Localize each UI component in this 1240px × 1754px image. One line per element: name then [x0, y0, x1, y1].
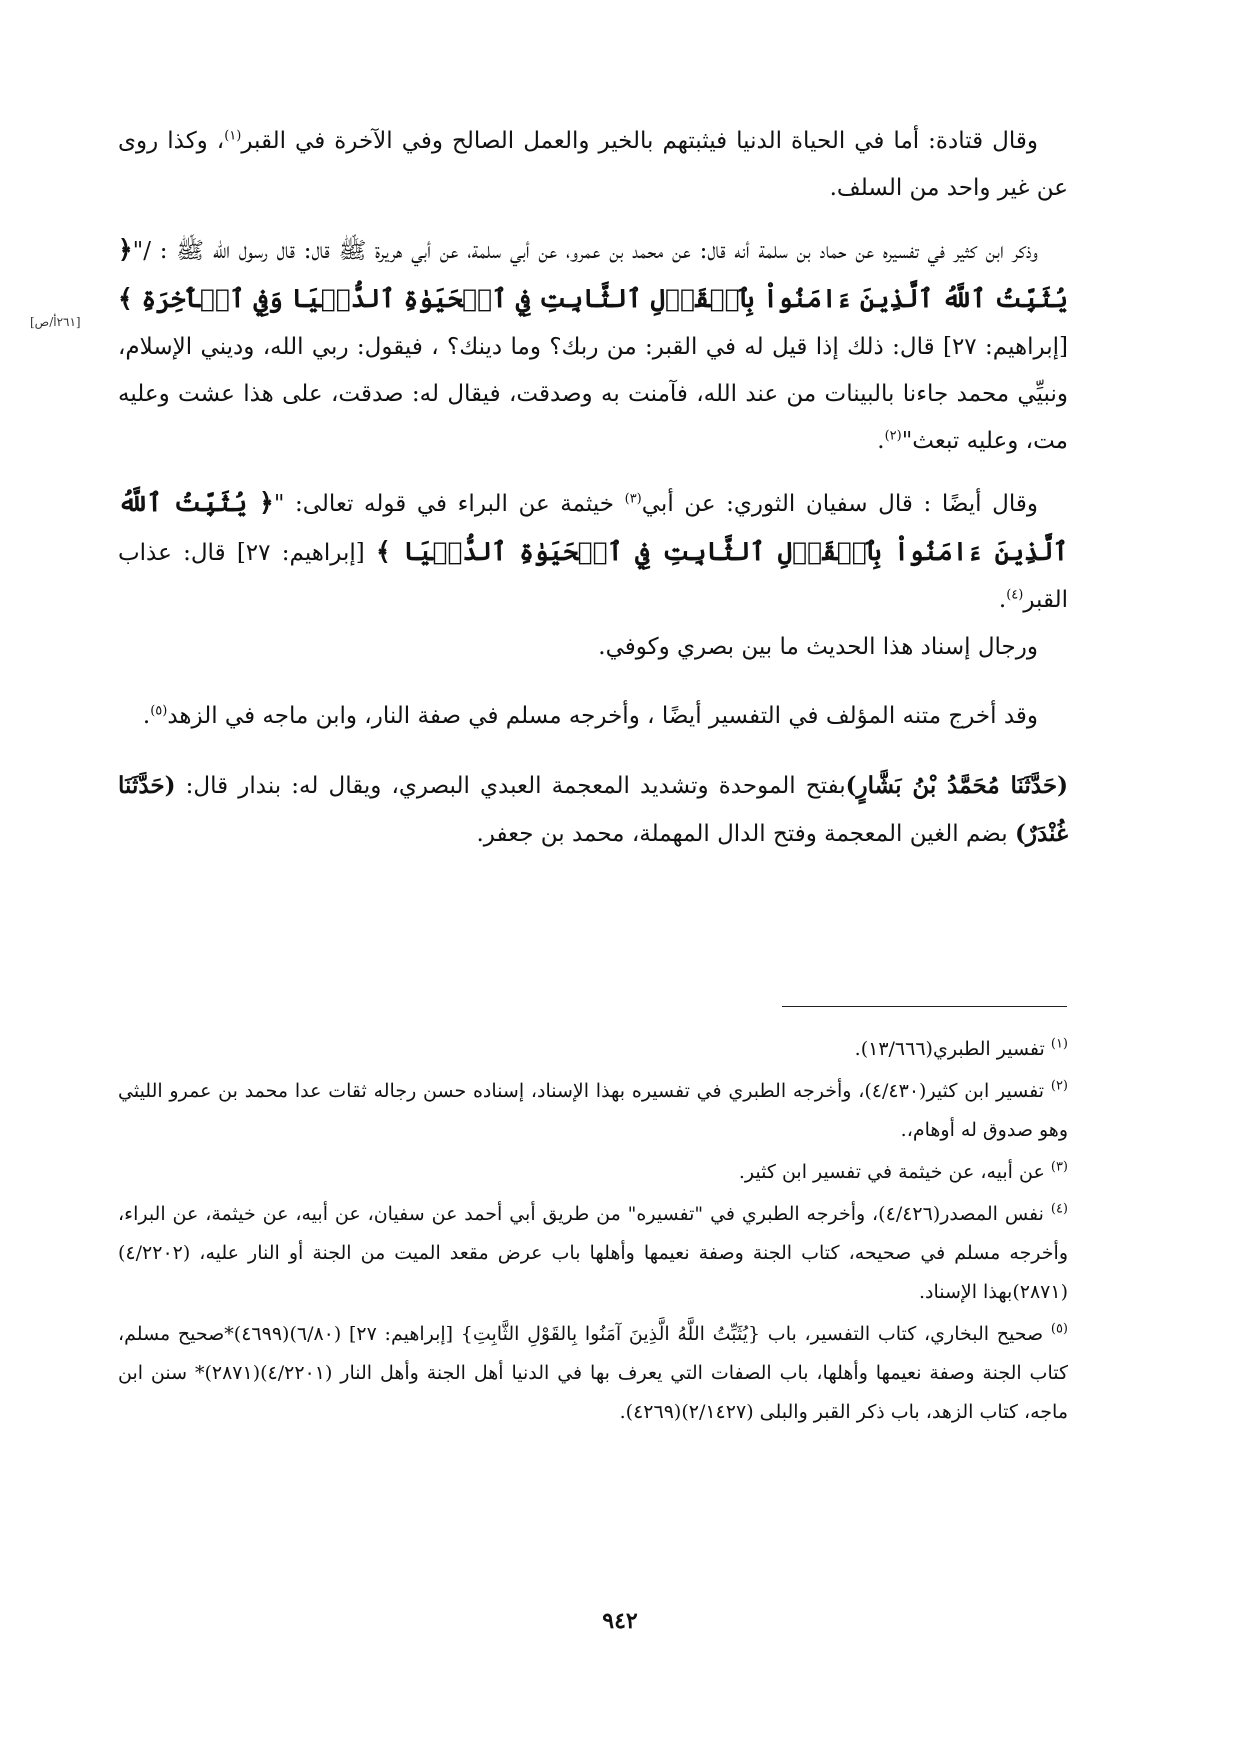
paragraph-text: وقال قتادة: أما في الحياة الدنيا فيثبتهم بالخير والعمل الصالح وفي الآخرة في القبر [241, 128, 1038, 154]
footnote-1 [118, 1030, 1068, 1069]
footnote-separator [782, 1006, 1067, 1007]
footnote-ref-4[interactable]: (٤) [1006, 587, 1024, 603]
paragraph-text: . [877, 428, 885, 454]
paragraph-qatada [118, 118, 1068, 212]
narrator-bold: (حَدَّثَنَا غُنْدَرٌ) [118, 772, 1068, 847]
paragraph-text: . [998, 587, 1007, 613]
main-text [118, 118, 1068, 858]
footnote-ref-2[interactable]: (٢) [884, 428, 902, 444]
footnote-number: (٥) [1050, 1321, 1068, 1337]
footnote-text: صحيح البخاري، كتاب التفسير، باب {يُثَبِّتُ اللَّهُ الَّذِينَ آمَنُوا بِالقَوْلِ الثَّابِتِ} [إبراهيم: ٢٧] (٦/٨٠)(٤٦٩٩)*صحيح مسلم، كتاب الجنة وصفة نعيمها وأهلها، باب الصفات التي يعرف بها في الدنيا أهل الجنة وأهل النار (٤/٢٢٠١)(٢٨٧١)* سنن ابن ماجه، كتاب الزهد، باب ذكر القبر والبلى (٢/١٤٢٧)(٤٢٦٩). [118, 1323, 1069, 1423]
paragraph-ibn-kathir [118, 226, 1068, 465]
page-number: ٩٤٢ [602, 1608, 638, 1634]
paragraph-text: [إبراهيم: ٢٧] قال: عذاب القبر [118, 540, 1068, 613]
footnote-number: (١) [1050, 1036, 1068, 1052]
footnote-number: (٣) [1050, 1159, 1068, 1175]
footnote-2 [118, 1072, 1068, 1150]
spacer [118, 740, 1068, 762]
paragraph-text: ، وكذا روى عن غير واحد من السلف. [118, 128, 1068, 201]
footnote-text: تفسير الطبري(١٣/٦٦٦). [854, 1038, 1051, 1060]
spacer [118, 212, 1068, 226]
paragraph-takhrij [118, 693, 1068, 740]
footnote-number: (٢) [1050, 1078, 1068, 1094]
spacer [118, 671, 1068, 693]
paragraph-isnad: ورجال إسناد هذا الحديث ما بين بصري وكوفي. [598, 634, 1038, 660]
paragraph-text: وقد أخرج متنه المؤلف في التفسير أيضًا ، وأخرجه مسلم في صفة النار، وابن ماجه في الزهد [167, 703, 1038, 729]
paragraph-text: بفتح الموحدة وتشديد المعجمة العبدي البصري، ويقال له: بندار قال: [175, 773, 846, 799]
paragraph-sufyan [118, 479, 1068, 624]
paragraph-text: [إبراهيم: ٢٧] قال: ذلك إذا قيل له في القبر: من ربك؟ وما دينك؟ ، فيقول: ربي الله، وديني الإسلام، ونبيِّي محمد جاءنا بالبينات من عند الله، فآمنت به وصدقت، فيقال له: صدقت، على هذا عشت وعليه مت، وعليه تبعث" [118, 334, 1068, 454]
paragraph-text: وقال أيضًا : قال سفيان الثوري: عن أبي [641, 491, 1038, 517]
paragraph-hadith-chain [118, 762, 1068, 858]
footnote-text: تفسير ابن كثير(٤/٤٣٠)، وأخرجه الطبري في تفسيره بهذا الإسناد، إسناده حسن رجاله ثقات عدا محمد بن عمرو الليثي وهو صدوق له أوهام،. [118, 1080, 1068, 1141]
manuscript-folio-reference: [٢٦١أ/ص] [30, 315, 81, 329]
footnote-ref-5[interactable]: (٥) [150, 703, 168, 719]
quran-verse: ﴿ يُثَبِّتُ ٱللَّهُ ٱلَّذِينَ ءَامَنُواْ بِٱلۡقَوۡلِ ٱلثَّابِتِ فِي ٱلۡحَيَوٰةِ ٱلدُّنۡيَا وَفِي ٱلۡأٓخِرَةِ ﴾ [118, 235, 1068, 313]
paragraph-text: بضم الغين المعجمة وفتح الدال المهملة، محمد بن جعفر. [476, 821, 1015, 847]
paragraph-text: . [142, 703, 151, 729]
footnote-4 [118, 1195, 1068, 1312]
quran-verse: ﴿ يُثَبِّتُ ٱللَّهُ ٱلَّذِينَ ءَامَنُواْ بِٱلۡقَوۡلِ ٱلثَّابِتِ فِي ٱلۡحَيَوٰةِ ٱلدُّنۡيَا ﴾ [118, 488, 1069, 566]
footnote-ref-1[interactable]: (١) [224, 128, 242, 144]
footnote-3 [118, 1153, 1068, 1192]
spacer [118, 465, 1068, 479]
footnote-ref-3[interactable]: (٣) [624, 491, 642, 507]
footnote-text: عن أبيه، عن خيثمة في تفسير ابن كثير. [738, 1161, 1051, 1183]
footnote-5 [118, 1315, 1068, 1432]
narrator-bold: (حَدَّثَنَا مُحَمَّدُ بْنُ بَشَّارٍ) [845, 772, 1068, 799]
footnote-number: (٤) [1050, 1201, 1068, 1217]
paragraph-text: خيثمة عن البراء في قوله تعالى: " [273, 491, 625, 517]
paragraph-text: وذكر ابن كثير في تفسيره عن حماد بن سلمة أنه قال: عن محمد بن عمرو، عن أبي سلمة، عن أبي هريرة ﷺ قال: قال رسول الله ﷺ : /" [132, 238, 1038, 264]
footnotes [118, 1030, 1068, 1435]
footnote-text: نفس المصدر(٤/٤٢٦)، وأخرجه الطبري في "تفسيره" من طريق أبي أحمد عن سفيان، عن أبيه، عن خيثمة، عن البراء، وأخرجه مسلم في صحيحه، كتاب الجنة وصفة نعيمها وأهلها باب عرض مقعد الميت من الجنة أو النار عليه، (٤/٢٢٠٢)(٢٨٧١)بهذا الإسناد. [118, 1203, 1068, 1303]
